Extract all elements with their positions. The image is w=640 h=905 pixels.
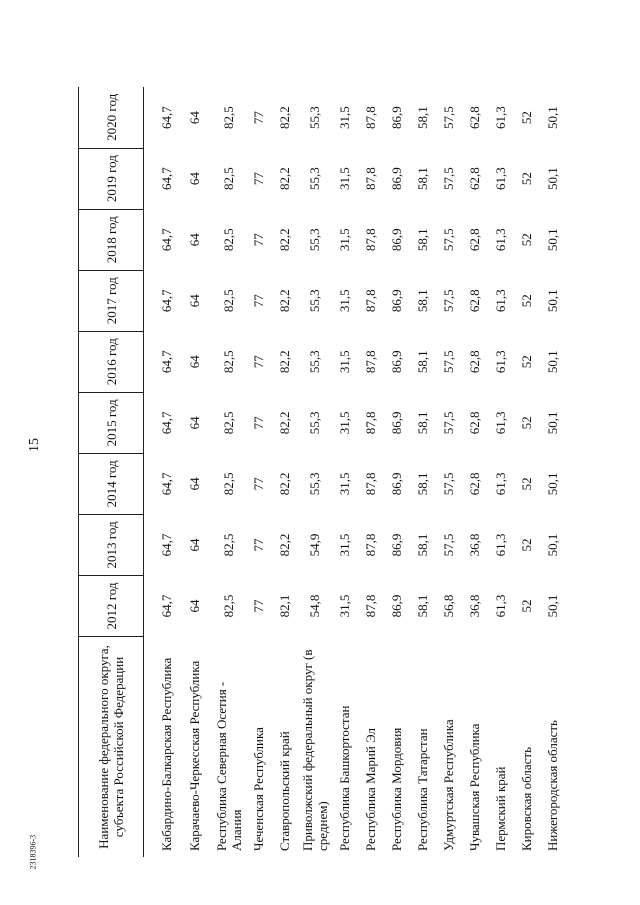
row-value: 50,1 [544,167,560,191]
row-value: 64,7 [158,167,174,191]
row-value: 36,8 [466,594,482,618]
data-table [78,87,566,857]
header-year: 2013 год [79,514,144,575]
row-value: 82,5 [220,167,236,191]
row-value: 61,3 [492,228,508,252]
row-value: 82,5 [220,228,236,252]
row-value: 36,8 [466,533,482,557]
row-name: Приволжский федеральный округ (в среднем) [299,649,330,851]
row-value: 50,1 [544,106,560,129]
row-value: 77 [250,233,266,247]
row-value: 82,5 [220,533,236,557]
row-value: 82,5 [220,289,236,313]
row-value: 58,1 [414,594,430,618]
row-value: 57,5 [440,228,456,252]
row-name: Республика Мордовия [389,727,404,851]
row-value: 64,7 [158,411,174,435]
row-value: 87,8 [362,472,378,496]
row-value: 31,5 [336,350,352,374]
row-value: 62,8 [466,472,482,496]
row-value: 87,8 [362,594,378,618]
table-row [178,87,212,857]
row-value: 86,9 [388,289,404,313]
row-value: 87,8 [362,228,378,252]
row-value: 82,2 [276,350,292,374]
row-value: 86,9 [388,411,404,435]
row-value: 77 [250,111,266,125]
row-value: 82,2 [276,167,292,191]
row-value: 52 [518,538,534,552]
row-value: 87,8 [362,289,378,313]
row-value: 58,1 [414,167,430,191]
row-name: Чеченская Республика [251,727,266,851]
row-value: 55,3 [306,289,322,313]
row-value: 77 [250,599,266,613]
row-value: 52 [518,111,534,125]
row-value: 57,5 [440,472,456,496]
table-header-row [79,87,144,857]
row-value: 52 [518,172,534,186]
row-value: 86,9 [388,228,404,252]
row-value: 62,8 [466,167,482,191]
row-name: Республика Северная Осетия - Алания [213,681,244,851]
table-row [298,87,332,857]
row-value: 62,8 [466,289,482,313]
row-value: 64,7 [158,472,174,496]
row-value: 87,8 [362,533,378,557]
row-value: 57,5 [440,411,456,435]
row-value: 31,5 [336,228,352,252]
row-value: 82,2 [276,106,292,129]
row-value: 87,8 [362,106,378,129]
row-value: 82,2 [276,472,292,496]
row-value: 50,1 [544,533,560,557]
table-row [358,87,384,857]
row-value: 50,1 [544,594,560,618]
row-value: 31,5 [336,411,352,435]
row-value: 86,9 [388,594,404,618]
row-name: Удмуртская Республика [441,719,456,851]
table-row [212,87,246,857]
header-year: 2016 год [79,331,144,392]
page-number: 15 [27,438,42,452]
row-value: 52 [518,599,534,613]
row-name: Республика Татарстан [415,728,430,851]
table-body [144,87,566,857]
row-value: 64 [186,111,202,125]
row-value: 82,5 [220,594,236,618]
row-value: 55,3 [306,167,322,191]
row-value: 55,3 [306,472,322,496]
row-value: 57,5 [440,289,456,313]
row-name: Республика Башкортостан [337,705,352,851]
row-value: 52 [518,233,534,247]
row-value: 31,5 [336,594,352,618]
row-name: Нижегородская область [545,720,560,851]
table-row [384,87,410,857]
row-value: 82,5 [220,106,236,129]
row-value: 86,9 [388,106,404,129]
row-value: 64 [186,416,202,430]
row-value: 54,9 [306,533,322,557]
row-value: 61,3 [492,533,508,557]
row-value: 77 [250,294,266,308]
table-row [462,87,488,857]
row-value: 55,3 [306,411,322,435]
row-value: 86,9 [388,533,404,557]
row-value: 77 [250,538,266,552]
row-value: 54,8 [306,594,322,618]
row-name: Кабардино-Балкарская Республика [159,657,175,851]
header-year: 2014 год [79,453,144,514]
row-value: 64 [186,172,202,186]
row-value: 82,2 [276,411,292,435]
row-value: 64,7 [158,228,174,252]
row-value: 64 [186,233,202,247]
row-value: 82,1 [276,594,292,618]
header-year: 2015 год [79,392,144,453]
row-value: 86,9 [388,472,404,496]
table-row [272,87,298,857]
row-value: 82,2 [276,289,292,313]
row-value: 82,5 [220,350,236,374]
header-year: 2019 год [79,148,144,209]
header-year: 2018 год [79,209,144,270]
row-value: 50,1 [544,228,560,252]
row-value: 50,1 [544,472,560,496]
row-value: 86,9 [388,167,404,191]
table-row [144,87,178,857]
row-value: 52 [518,355,534,369]
row-value: 57,5 [440,106,456,129]
row-name: Пермский край [493,766,508,851]
row-value: 87,8 [362,411,378,435]
row-value: 58,1 [414,289,430,313]
row-value: 57,5 [440,533,456,557]
row-name: Чувашская Республика [467,723,482,851]
row-value: 62,8 [466,411,482,435]
row-value: 64,7 [158,350,174,374]
row-value: 31,5 [336,167,352,191]
row-value: 64 [186,355,202,369]
table-row [332,87,358,857]
row-value: 77 [250,416,266,430]
row-value: 64 [186,294,202,308]
row-value: 61,3 [492,411,508,435]
row-value: 58,1 [414,411,430,435]
row-value: 61,3 [492,472,508,496]
row-value: 52 [518,416,534,430]
row-value: 87,8 [362,167,378,191]
row-value: 52 [518,477,534,491]
header-name: Наименование федерального округа, субъекта Российской Федерации [79,637,144,858]
table-row [246,87,272,857]
row-value: 64,7 [158,106,174,129]
row-value: 82,2 [276,533,292,557]
row-name: Ставропольский край [277,731,292,851]
row-value: 31,5 [336,106,352,129]
row-value: 62,8 [466,228,482,252]
row-value: 61,3 [492,350,508,374]
row-value: 62,8 [466,350,482,374]
header-year: 2012 год [79,575,144,636]
header-year: 2017 год [79,270,144,331]
row-value: 31,5 [336,289,352,313]
row-value: 56,8 [440,594,456,618]
row-value: 86,9 [388,350,404,374]
row-value: 58,1 [414,350,430,374]
row-value: 57,5 [440,167,456,191]
row-name: Республика Марий Эл [363,728,378,851]
row-value: 50,1 [544,411,560,435]
row-value: 77 [250,172,266,186]
row-value: 58,1 [414,228,430,252]
row-value: 61,3 [492,106,508,129]
row-value: 31,5 [336,533,352,557]
data-table-container [78,87,586,857]
row-value: 82,5 [220,411,236,435]
table-row [436,87,462,857]
row-value: 64 [186,538,202,552]
row-value: 77 [250,477,266,491]
row-value: 77 [250,355,266,369]
table-row [488,87,514,857]
row-value: 64,7 [158,594,174,618]
row-value: 57,5 [440,350,456,374]
row-value: 55,3 [306,106,322,129]
table-row [540,87,566,857]
row-value: 31,5 [336,472,352,496]
row-value: 55,3 [306,350,322,374]
row-name: Карачаево-Черкесская Республика [187,660,202,851]
row-value: 50,1 [544,350,560,374]
row-value: 61,3 [492,289,508,313]
row-value: 64,7 [158,289,174,313]
header-year: 2020 год [79,87,144,148]
row-value: 87,8 [362,350,378,374]
row-value: 58,1 [414,533,430,557]
row-value: 61,3 [492,594,508,618]
row-value: 58,1 [414,106,430,129]
row-value: 50,1 [544,289,560,313]
row-value: 62,8 [466,106,482,129]
row-value: 52 [518,294,534,308]
row-value: 58,1 [414,472,430,496]
footer-code: 2318396-3 [28,834,38,870]
row-name: Кировская область [519,746,534,851]
row-value: 82,5 [220,472,236,496]
row-value: 55,3 [306,228,322,252]
row-value: 82,2 [276,228,292,252]
row-value: 64 [186,599,202,613]
row-value: 64,7 [158,533,174,557]
row-value: 61,3 [492,167,508,191]
table-row [514,87,540,857]
table-row [410,87,436,857]
row-value: 64 [186,477,202,491]
